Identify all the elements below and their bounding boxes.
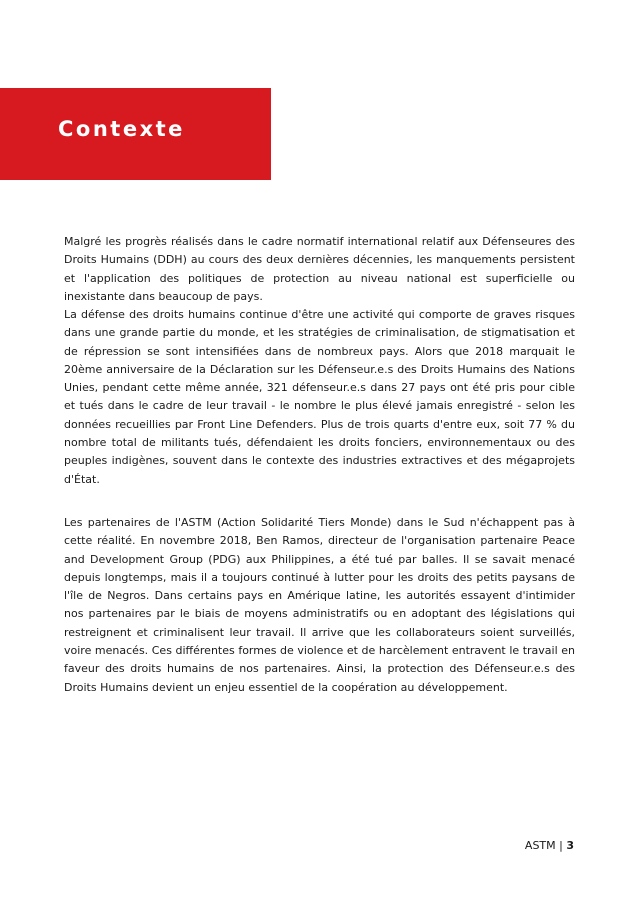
footer-label: ASTM | [524, 839, 567, 852]
paragraph-intro: Malgré les progrès réalisés dans le cadre normatif international relatif aux Défenseures des Droits Humains (DDH) au cours des deux dernières décennies, les manquements persistent et l'application des politiques de protection au niveau national est superficielle ou inexistante dans beaucoup de pays. [64, 235, 575, 303]
paragraph-risks: La défense des droits humains continue d'être une activité qui comporte de graves risques dans une grande partie du monde, et les stratégies de criminalisation, de stigmatisation et de répression se sont intensifiées dans de nombreux pays. Alors que 2018 marquait le 20ème anniversaire de la Déclaration sur les Défenseur.e.s des Droits Humains des Nations Unies, pendant cette même année, 321 défenseur.e.s dans 27 pays ont été pris pour cible et tués dans le cadre de leur travail - le nombre le plus élevé jamais enregistré - selon les données recueillies par Front Line Defenders. Plus de trois quarts d'entre eux, soit 77 % du nombre total de militants tués, défendaient les droits fonciers, environnementaux ou des peuples indigènes, souvent dans le contexte des industries extractives et des mégaprojets d'État. [64, 308, 575, 486]
paragraph-partners: Les partenaires de l'ASTM (Action Solidarité Tiers Monde) dans le Sud n'échappent pas à cette réalité. En novembre 2018, Ben Ramos, directeur de l'organisation partenaire Peace and Development Group (PDG) aux Philippines, a été tué par balles. Il se savait menacé depuis longtemps, mais il a toujours continué à lutter pour les droits des petits paysans de l'île de Negros. Dans certains pays en Amérique latine, les autorités essayent d'intimider nos partenaires par le biais de moyens administratifs ou en adoptant des législations qui restreignent et criminalisent leur travail. Il arrive que les collaborateurs soient surveillés, voire menacés. Ces différentes formes de violence et de harcèlement entravent le travail en faveur des droits humains de nos partenaires. Ainsi, la protection des Défenseur.e.s des Droits Humains devient un enjeu essentiel de la coopération au développement. [64, 516, 575, 694]
page-number: 3 [566, 839, 574, 852]
page-footer [525, 839, 574, 853]
section-title: Contexte [58, 117, 185, 141]
